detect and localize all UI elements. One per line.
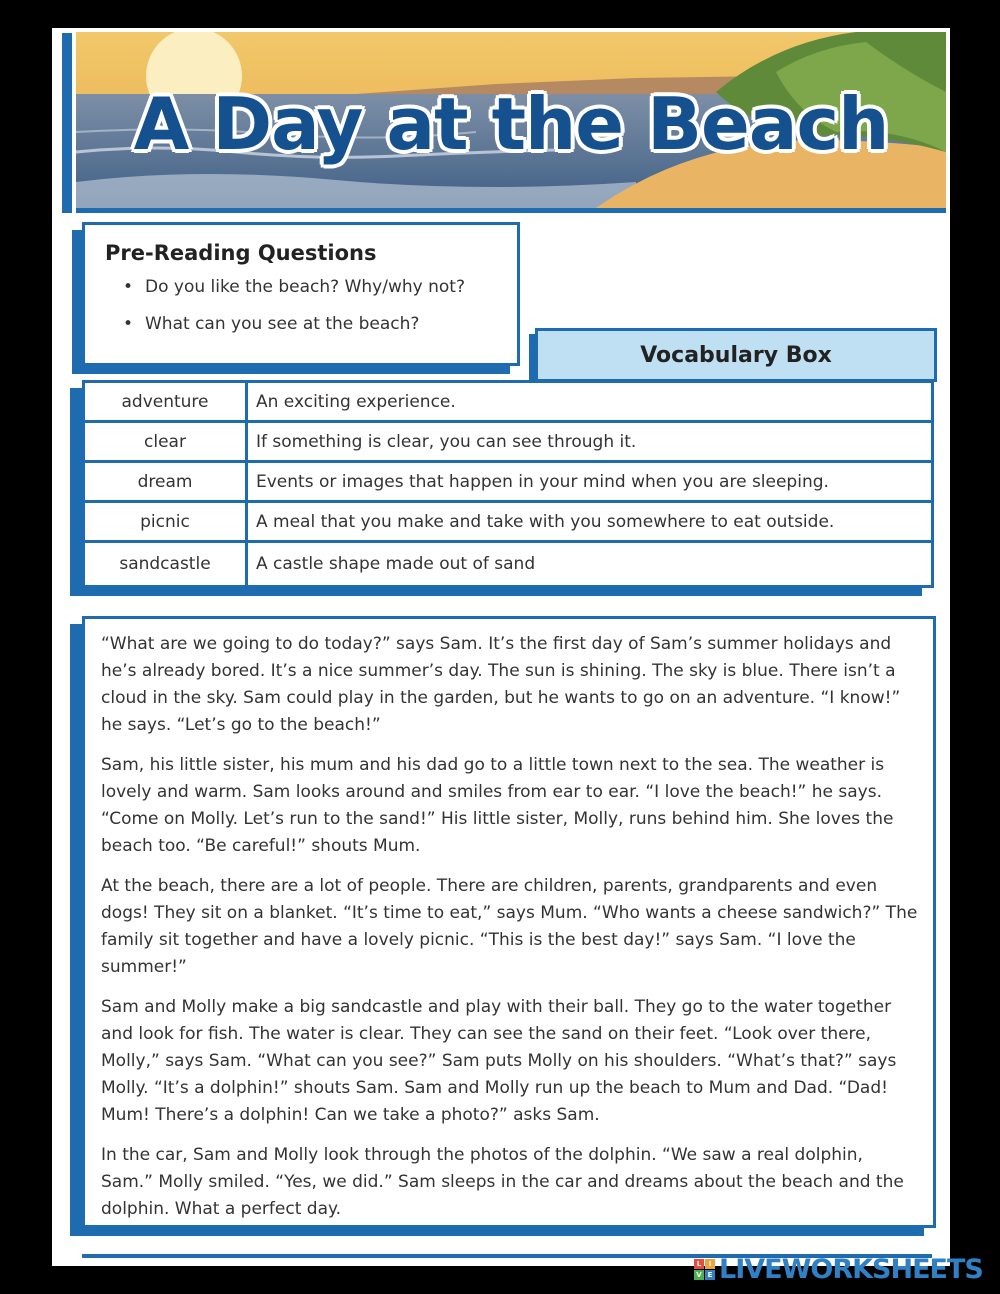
vocab-word: picnic — [84, 502, 247, 542]
mark-letter: I — [705, 1259, 715, 1269]
title-banner — [76, 32, 946, 213]
prereading-question: • Do you like the beach? Why/why not? — [145, 277, 517, 297]
story-paragraph: “What are we going to do today?” says Sam. It’s the first day of Sam’s summer holidays and he’s already bored. It’s a nice summer’s day. The sun is shining. The sky is blue. There isn’t a cloud in the sky. Sam could play in the garden, but he wants to go on an adventure. “I know!” he says. “Let’s go to the beach!” — [101, 634, 901, 735]
vocabulary-table — [82, 380, 934, 588]
story-paragraph: In the car, Sam and Molly look through the photos of the dolphin. “We saw a real dolphin, Sam.” Molly smiled. “Yes, we did.” Sam sleeps in the car and dreams about the beach and the dolphin. What a perfect day. — [101, 1145, 904, 1219]
vocab-definition: An exciting experience. — [247, 382, 933, 422]
vocabulary-box-header — [535, 328, 937, 382]
vocab-word: sandcastle — [84, 542, 247, 587]
mark-letter: E — [705, 1270, 715, 1280]
mark-letter: L — [694, 1259, 704, 1269]
prereading-list — [85, 277, 517, 334]
mark-letter: V — [694, 1270, 704, 1280]
liveworksheets-logo — [694, 1254, 983, 1285]
story-paragraph: At the beach, there are a lot of people. There are children, parents, grandparents and even dogs! They sit on a blanket. “It’s time to eat,” says Mum. “Who wants a cheese sandwich?” The family sit together and have a lovely picnic. “This is the best day!” says Sam. “I love the summer!” — [101, 876, 918, 977]
vocab-row — [84, 422, 933, 462]
vocab-definition: Events or images that happen in your mind when you are sleeping. — [247, 462, 933, 502]
story-text — [101, 631, 919, 1236]
vocab-word: adventure — [84, 382, 247, 422]
page-title: A Day at the Beach — [133, 82, 889, 166]
vocab-definition: A meal that you make and take with you somewhere to eat outside. — [247, 502, 933, 542]
vocab-row — [84, 382, 933, 422]
vocab-word: dream — [84, 462, 247, 502]
vocab-row — [84, 502, 933, 542]
banner-side-bar — [62, 33, 72, 213]
prereading-heading: Pre-Reading Questions — [105, 241, 377, 265]
worksheet-page — [52, 28, 950, 1266]
story-paragraph: Sam and Molly make a big sandcastle and play with their ball. They go to the water together and look for fish. The water is clear. They can see the sand on their feet. “Look over there, Molly,” says Sam. “What can you see?” Sam puts Molly on his shoulders. “What’s that?” says Molly. “It’s a dolphin!” shouts Sam. Sam and Molly run up the beach to Mum and Dad. “Dad! Mum! There’s a dolphin! Can we take a photo?” asks Sam. — [101, 997, 897, 1125]
story-box — [82, 616, 936, 1228]
vocab-row — [84, 542, 933, 587]
prereading-question: • What can you see at the beach? — [145, 314, 517, 334]
vocab-definition: A castle shape made out of sand — [247, 542, 933, 587]
vocab-row — [84, 462, 933, 502]
prereading-box — [82, 222, 520, 366]
vocabulary-heading: Vocabulary Box — [640, 342, 832, 368]
liveworksheets-mark-icon — [694, 1259, 715, 1280]
story-paragraph: Sam, his little sister, his mum and his dad go to a little town next to the sea. The weather is lovely and warm. Sam looks around and smiles from ear to ear. “I love the beach!” he says. “Come on Molly. Let’s run to the sand!” His little sister, Molly, runs behind him. She loves the beach too. “Be careful!” shouts Mum. — [101, 755, 894, 856]
vocab-word: clear — [84, 422, 247, 462]
vocab-definition: If something is clear, you can see through it. — [247, 422, 933, 462]
liveworksheets-wordmark: LIVEWORKSHEETS — [719, 1254, 983, 1285]
